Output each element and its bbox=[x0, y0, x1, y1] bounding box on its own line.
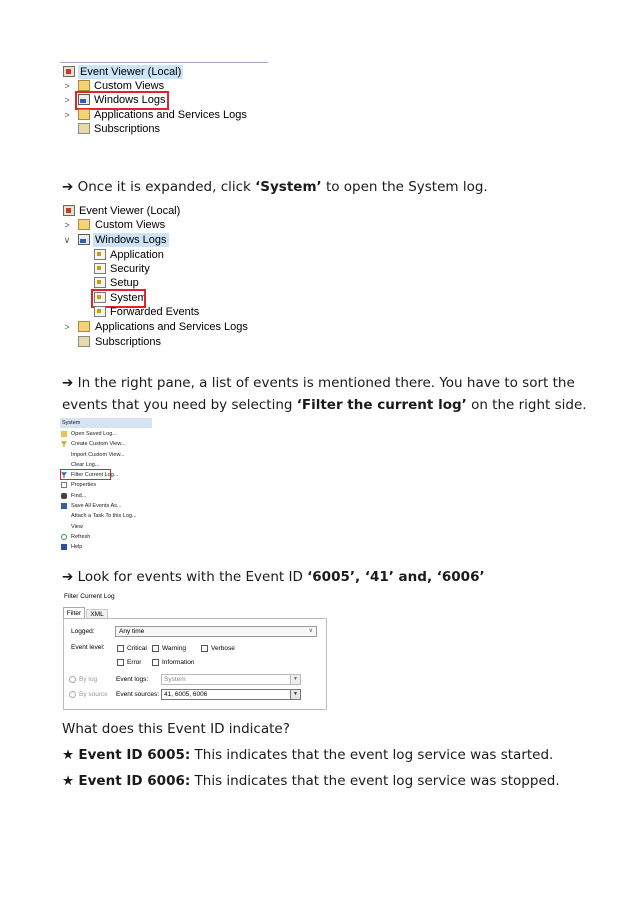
tree-item-setup[interactable] bbox=[60, 276, 270, 290]
step-bold-text: ‘System’ bbox=[255, 179, 322, 195]
event-viewer-icon bbox=[63, 205, 75, 216]
critical-label: Critical bbox=[127, 645, 147, 652]
tree-item-label: Forwarded Events bbox=[110, 306, 200, 318]
tree-item-label: Subscriptions bbox=[95, 336, 162, 348]
menu-item-label: Clear Log... bbox=[71, 461, 100, 468]
tab-label: Filter bbox=[66, 610, 82, 617]
answer-6006 bbox=[62, 770, 632, 792]
properties-icon bbox=[61, 482, 67, 488]
top-divider bbox=[60, 62, 268, 63]
event-sources-value: 41, 6005, 6006 bbox=[164, 691, 208, 698]
logged-select[interactable] bbox=[115, 626, 317, 637]
tree-screenshot-2 bbox=[60, 202, 270, 352]
tab-label: XML bbox=[90, 611, 104, 618]
event-level-label: Event level: bbox=[71, 644, 105, 651]
save-icon bbox=[61, 503, 67, 509]
menu-item-label: Find... bbox=[71, 492, 87, 499]
answer-text: This indicates that the event log service was stopped. bbox=[190, 773, 560, 789]
funnel-icon bbox=[61, 441, 67, 447]
dialog-title: Filter Current Log bbox=[64, 593, 115, 600]
menu-item-label: Import Custom View... bbox=[71, 451, 125, 458]
by-log-radio[interactable] bbox=[69, 676, 76, 683]
answer-6005 bbox=[62, 744, 632, 766]
tree-screenshot-1 bbox=[60, 60, 270, 140]
log-icon bbox=[94, 263, 106, 274]
folder-icon bbox=[78, 321, 90, 332]
tree-item-label: Applications and Services Logs bbox=[95, 321, 248, 333]
verbose-label: Verbose bbox=[211, 645, 235, 652]
by-source-label: By source bbox=[79, 691, 108, 698]
menu-item-refresh[interactable] bbox=[60, 532, 152, 542]
tree-item-label: Setup bbox=[110, 277, 139, 289]
open-folder-icon bbox=[61, 431, 67, 437]
step-text: ➔ Look for events with the Event ID bbox=[62, 569, 308, 585]
menu-item-label: View bbox=[71, 523, 83, 530]
menu-item-label: Create Custom View... bbox=[71, 441, 126, 448]
tree-item-label: Windows Logs bbox=[95, 234, 167, 246]
star-icon: ★ bbox=[62, 747, 75, 763]
menu-item-label: Refresh bbox=[71, 533, 91, 540]
actions-menu-screenshot bbox=[60, 418, 152, 558]
event-sources-label: Event sources: bbox=[116, 691, 159, 698]
event-logs-label: Event logs: bbox=[116, 676, 149, 683]
tree-item-label: Custom Views bbox=[94, 80, 165, 92]
tree-item-subscriptions[interactable] bbox=[60, 335, 270, 349]
tree-item-subscriptions[interactable] bbox=[60, 122, 270, 136]
tree-item-application[interactable] bbox=[60, 248, 270, 262]
help-icon bbox=[61, 544, 67, 550]
answer-bold-text: Event ID 6005: bbox=[78, 747, 191, 763]
tree-item-security[interactable] bbox=[60, 262, 270, 276]
tree-item-event-viewer[interactable] bbox=[60, 204, 270, 218]
tree-item-label: Subscriptions bbox=[94, 123, 161, 135]
menu-item-view[interactable] bbox=[60, 522, 152, 532]
log-icon bbox=[94, 277, 106, 288]
chevron-right-icon[interactable]: > bbox=[64, 81, 70, 91]
step-filter-text bbox=[62, 372, 632, 416]
windows-logs-icon bbox=[78, 234, 90, 245]
subscriptions-icon bbox=[78, 336, 90, 347]
chevron-down-icon[interactable]: ∨ bbox=[63, 235, 71, 245]
by-log-label: By log bbox=[79, 676, 98, 683]
step-text: ➔ In the right pane, a list of events is mentioned there. You have to sort the bbox=[62, 375, 575, 391]
menu-item-label: Filter Current Log... bbox=[71, 472, 119, 479]
actions-header-label: System bbox=[62, 420, 81, 426]
folder-icon bbox=[78, 80, 90, 91]
warning-label: Warning bbox=[162, 645, 186, 652]
logged-value: Any time bbox=[119, 628, 145, 635]
error-label: Error bbox=[127, 659, 142, 666]
event-viewer-icon bbox=[63, 66, 75, 77]
dropdown-button[interactable]: ▼ bbox=[290, 675, 300, 684]
answer-bold-text: Event ID 6006: bbox=[78, 773, 191, 789]
chevron-right-icon[interactable]: > bbox=[64, 110, 70, 120]
step-bold-text: ‘6005’, ‘41’ and, ‘6006’ bbox=[307, 569, 485, 585]
logged-label: Logged: bbox=[71, 628, 95, 635]
menu-item-find[interactable] bbox=[60, 491, 152, 501]
menu-item-properties[interactable] bbox=[60, 480, 152, 490]
step-system-text bbox=[62, 176, 622, 198]
star-icon: ★ bbox=[62, 773, 75, 789]
menu-item-create-custom-view[interactable] bbox=[60, 439, 152, 449]
answer-text: This indicates that the event log service was started. bbox=[190, 747, 554, 763]
step-text: to open the System log. bbox=[321, 179, 488, 195]
question-text: What does this Event ID indicate? bbox=[62, 721, 290, 737]
binoculars-icon bbox=[61, 493, 67, 499]
event-sources-select[interactable] bbox=[161, 689, 301, 700]
step-text: ➔ Once it is expanded, click bbox=[62, 179, 256, 195]
tree-item-windows-logs[interactable] bbox=[60, 233, 270, 247]
step-text: on the right side. bbox=[466, 397, 587, 413]
chevron-down-icon: ∨ bbox=[308, 628, 313, 634]
refresh-icon bbox=[61, 534, 67, 540]
menu-item-import-custom-view[interactable] bbox=[60, 450, 152, 460]
tree-item-custom-views[interactable] bbox=[60, 218, 270, 232]
chevron-right-icon[interactable]: > bbox=[64, 322, 70, 332]
subscriptions-icon bbox=[78, 123, 90, 134]
tree-item-label: Application bbox=[110, 249, 164, 261]
critical-checkbox[interactable] bbox=[117, 645, 124, 652]
menu-item-open-saved-log[interactable] bbox=[60, 429, 152, 439]
actions-header bbox=[60, 418, 152, 428]
tree-item-label: Event Viewer (Local) bbox=[79, 205, 181, 217]
information-checkbox[interactable] bbox=[152, 659, 159, 666]
folder-icon bbox=[78, 109, 90, 120]
tree-item-event-viewer[interactable] bbox=[60, 65, 270, 79]
tree-item-label: Applications and Services Logs bbox=[94, 109, 247, 121]
dropdown-button[interactable]: ▼ bbox=[290, 690, 300, 699]
step-text: events that you need by selecting bbox=[62, 397, 297, 413]
tree-item-app-services-logs[interactable] bbox=[60, 108, 270, 122]
log-icon bbox=[94, 249, 106, 260]
step-lookfor-text bbox=[62, 566, 622, 588]
tree-item-forwarded-events[interactable] bbox=[60, 305, 270, 319]
chevron-right-icon[interactable]: > bbox=[64, 220, 70, 230]
event-logs-value: System bbox=[164, 676, 186, 683]
information-label: Information bbox=[162, 659, 195, 666]
tree-item-label: Security bbox=[110, 263, 150, 275]
tree-item-label: Windows Logs bbox=[94, 94, 166, 106]
menu-item-attach-task[interactable] bbox=[60, 511, 152, 521]
menu-item-label: Properties bbox=[71, 482, 97, 489]
step-bold-text: ‘Filter the current log’ bbox=[296, 397, 467, 413]
menu-item-label: Save All Events As... bbox=[71, 503, 122, 510]
tree-item-label: Custom Views bbox=[95, 219, 166, 231]
actions-menu bbox=[60, 429, 152, 553]
by-source-radio[interactable] bbox=[69, 691, 76, 698]
menu-item-label: Open Saved Log... bbox=[71, 431, 117, 437]
chevron-right-icon[interactable]: > bbox=[64, 95, 70, 105]
menu-item-label: Attach a Task To this Log... bbox=[71, 513, 137, 520]
verbose-checkbox[interactable] bbox=[201, 645, 208, 652]
step-text-line2 bbox=[62, 394, 632, 416]
menu-item-save-all-events[interactable] bbox=[60, 501, 152, 511]
warning-checkbox[interactable] bbox=[152, 645, 159, 652]
log-icon bbox=[94, 306, 106, 317]
tree-item-app-services-logs[interactable] bbox=[60, 320, 270, 334]
tree-item-label: System bbox=[110, 292, 147, 304]
event-logs-select[interactable] bbox=[161, 674, 301, 685]
error-checkbox[interactable] bbox=[117, 659, 124, 666]
folder-icon bbox=[78, 219, 90, 230]
filter-dialog-screenshot bbox=[60, 590, 330, 712]
menu-item-label: Help bbox=[71, 544, 83, 551]
menu-item-help[interactable] bbox=[60, 542, 152, 552]
highlight-box bbox=[60, 469, 111, 480]
tree-item-label: Event Viewer (Local) bbox=[80, 66, 182, 78]
